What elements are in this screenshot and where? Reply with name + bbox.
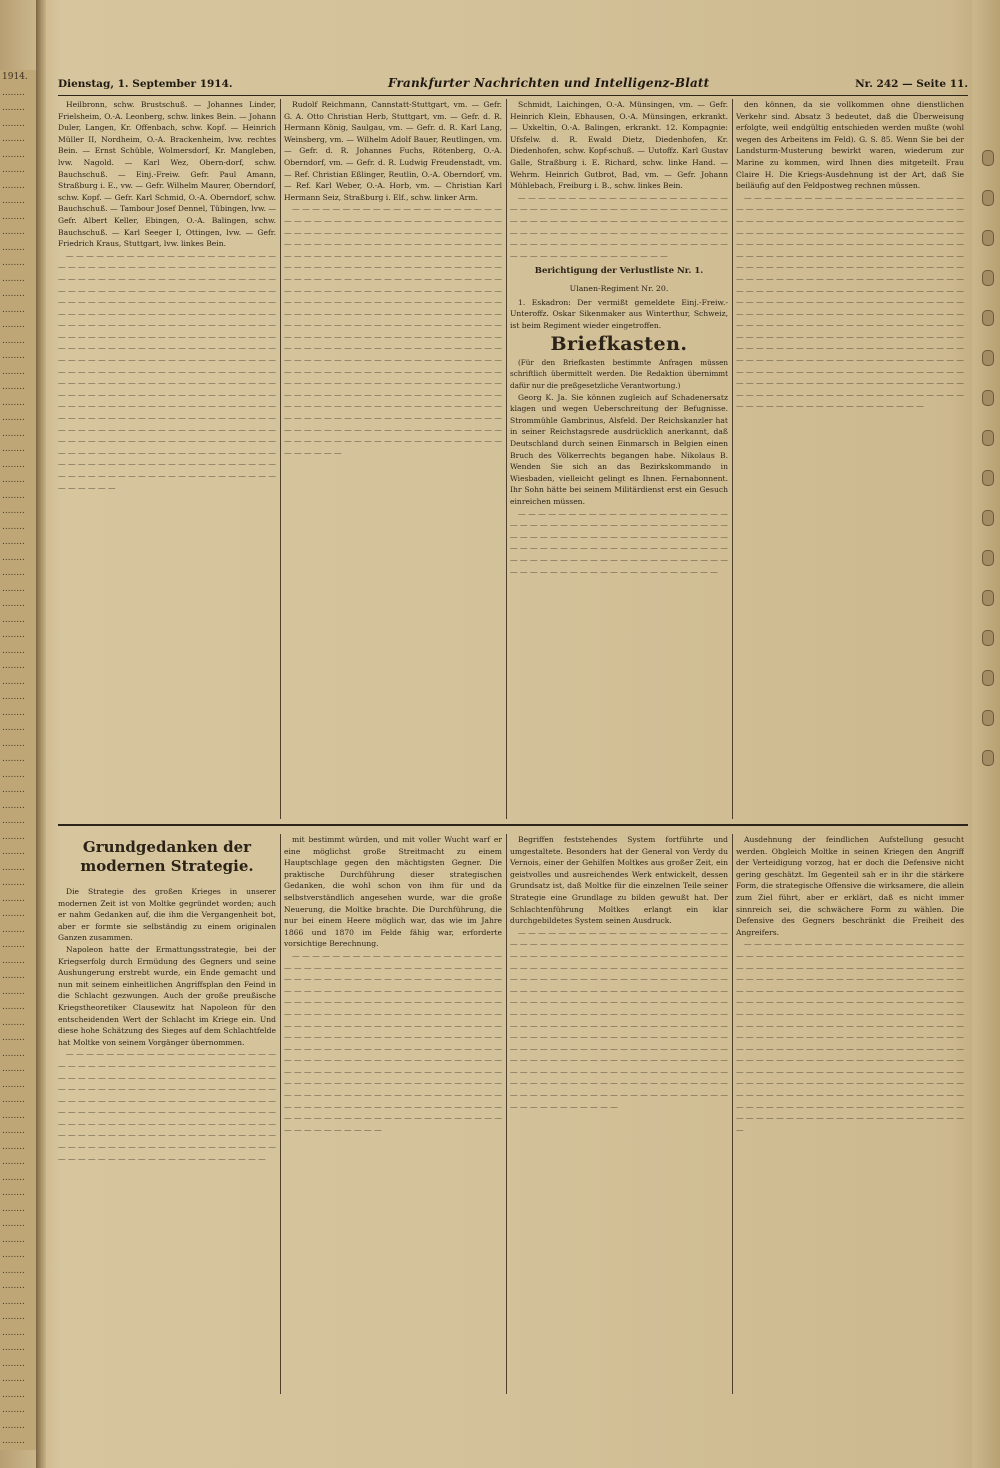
header-date: Dienstag, 1. September 1914. xyxy=(58,78,233,90)
page-right-edge xyxy=(972,0,1000,1468)
briefkasten-text: Georg K. Ja. Sie können zugleich auf Schadenersatz klagen und wegen Ueberschreitung der Befugnisse. Strommühle Gambrinus, Alsfeld. Der Reichskanzler hat in seiner Reichstagsrede ausdrücklich anerkannt, daß Deutschland durch seinen Einmarsch in Belgien einen Bruch des Völkerrechts begangen habe. Nikolaus B. Wenden Sie sich an das Bezirkskommando in Wiesbaden, vielleicht gelingt es Ihnen. Fernabonnent. Ihr Sohn hätte bei seinem Militärdienst erst ein Gesuch einreichen müssen. xyxy=(510,392,728,506)
essay-text-1-cont: — — — — — — — — — — — — — — — — — — — — — — — — — — — — — — — — — — — — — — — — — — — — — — — — — — — — — — — — — — — — — — — — — — — — — — — — — — — — — — — — — — — — — — — — — — — — — — — — — — — — — — — — — — — — — — — — — — — — — — — — — — — — — — — — — — — — — — — — — — — — — — — — — — — — — — — — — — — — — — — — — — — — — — — — — — — — — — — — — — — — — — — — — — — — — — — — — — — — — — — — — — — — — — — — — — — — — — — — — — xyxy=(58,1049,276,1163)
header-rule xyxy=(58,95,968,96)
briefkasten-note: (Für den Briefkasten bestimmte Anfragen müssen schriftlich übermittelt werden. Die Redaktion übernimmt dafür nur die preßgesetzliche Verantwortung.) xyxy=(510,357,728,391)
casualty-text-3-cont: — — — — — — — — — — — — — — — — — — — — — — — — — — — — — — — — — — — — — — — — — — — — — — — — — — — — — — — — — — — — — — — — — — — — — — — — — — — — — — — — — — — — — — — — — — — — — — — — — — — — — — — — — — — — — — — — — — — — — — — — — — — — — xyxy=(510,192,728,260)
essay-text-3-cont: — — — — — — — — — — — — — — — — — — — — — — — — — — — — — — — — — — — — — — — — — — — — — — — — — — — — — — — — — — — — — — — — — — — — — — — — — — — — — — — — — — — — — — — — — — — — — — — — — — — — — — — — — — — — — — — — — — — — — — — — — — — — — — — — — — — — — — — — — — — — — — — — — — — — — — — — — — — — — — — — — — — — — — — — — — — — — — — — — — — — — — — — — — — — — — — — — — — — — — — — — — — — — — — — — — — — — — — — — — — — — — — — — — — — — — — — — — — — — — — — — — — — — — — — — — — — — — — — — — — — — — — — — — — — — — — — — — — — — — — — — — — — — — — — — — — — — — — — — — — — — — — — — — — — — — — — — — — — — — — — — — — — — — — — — — — — — — — — — — — — xyxy=(510,927,728,1111)
casualty-column-1 xyxy=(58,99,276,819)
essay-title xyxy=(58,838,276,876)
column-divider xyxy=(732,834,733,1394)
briefkasten-text-4: den können, da sie vollkommen ohne dienstlichen Verkehr sind. Absatz 3 bedeutet, daß die Überweisung erfolgte, weil endgültig entschieden werden mußte (wohl wegen des Arbeitens im Feld). G. S. 85. Wenn Sie bei der Landsturm-Musterung bewirkt waren, wiederum zur Marine zu kommen, wird Ihnen dies mitgeteilt. Frau Claire H. Die Kriegs-Ausdehnung ist der Art, daß Sie beiläufig auf den Feldpostweg rechnen müssen. xyxy=(736,100,964,191)
casualty-column-2 xyxy=(284,99,502,819)
essay-text-4-cont: — — — — — — — — — — — — — — — — — — — — — — — — — — — — — — — — — — — — — — — — — — — — — — — — — — — — — — — — — — — — — — — — — — — — — — — — — — — — — — — — — — — — — — — — — — — — — — — — — — — — — — — — — — — — — — — — — — — — — — — — — — — — — — — — — — — — — — — — — — — — — — — — — — — — — — — — — — — — — — — — — — — — — — — — — — — — — — — — — — — — — — — — — — — — — — — — — — — — — — — — — — — — — — — — — — — — — — — — — — — — — — — — — — — — — — — — — — — — — — — — — — — — — — — — — — — — — — — — — — — — — — — — — — — — — — — — — — — — — — — — — — — — — — — — — — — — — — — — — — — — — — — — — — — — — — — — — — — — — — — — — — — — — — — — — — — — — — — — — — — — — — — — — — — — — — — — — — — — — — — — — — — — — — — — xyxy=(736,939,964,1134)
essay-text-2: mit bestimmt würden, und mit voller Wucht warf er eine möglichst große Streitmacht zu einem Hauptschlage gegen den mächtigsten Gegner. Die praktische Durchführung dieser strategischen Gedanken, die wohl schon von ihm für und da selbstverständlich angesehen wurde, war die große Neuerung, die Moltke brachte. Die Durchführung, die nur bei einem Heere möglich war, das wie im Jahre 1866 und 1870 im Felde fähig war, erforderte vorsichtige Berechnung. xyxy=(284,835,502,949)
essay-column-2 xyxy=(284,834,502,1394)
page-header xyxy=(58,76,968,94)
header-page-number: Nr. 242 — Seite 11. xyxy=(855,78,968,90)
binding-hole xyxy=(982,270,994,286)
casualty-text-1-cont: — — — — — — — — — — — — — — — — — — — — — — — — — — — — — — — — — — — — — — — — — — — — — — — — — — — — — — — — — — — — — — — — — — — — — — — — — — — — — — — — — — — — — — — — — — — — — — — — — — — — — — — — — — — — — — — — — — — — — — — — — — — — — — — — — — — — — — — — — — — — — — — — — — — — — — — — — — — — — — — — — — — — — — — — — — — — — — — — — — — — — — — — — — — — — — — — — — — — — — — — — — — — — — — — — — — — — — — — — — — — — — — — — — — — — — — — — — — — — — — — — — — — — — — — — — — — — — — — — — — — — — — — — — — — — — — — — — — — — — — — — — — — — — — — — — — — — — — — — — — — — — — — — — — — — — — — — — — — — — — — — — — — — — — — — — — — — — — — — — — — — — — — — — — — — — — — — — — — — — — — — — — — — — — — — — — — — — — — — — — — — — — — — — — — — — — — — — — — — — — — — — — — — — — — — — — — — — — — — — — — — — — — — — — — — — — — — — — — — — — — — — — — — xyxy=(58,250,276,492)
binding-hole xyxy=(982,750,994,766)
casualty-text-3: Schmidt, Laichingen, O.-A. Münsingen, vm. — Gefr. Heinrich Klein, Ebhausen, O.-A. Münsingen, erkrankt. — Uxkeltin, O.-A. Balingen, erkrankt. 12. Kompagnie: Ufsfelw. d. R. Ewald Dietz, Diedenhofen, Kr. Diedenhofen, schw. Kopf-schuß. — Uutoffz. Karl Gustav Galle, Straßburg i. E. Richard, schw. linke Hand. — Wehrm. Heinrich Gutbrot, Bad, vm. — Gefr. Johann Mühlebach, Freiburg i. B., schw. linkes Bein. xyxy=(510,100,728,191)
essay-text-4: Ausdehnung der feindlichen Aufstellung gesucht werden. Obgleich Moltke in seinen Kriegen den Angriff der Verteidigung vorzog, hat er doch die Defensive nicht gering geschätzt. Im Gegenteil sah er in ihr die stärkere Form, die strategische Offensive die wirksamere, die allein zum Ziel führt, aber er erklärt, daß es nicht immer sinnreich sei, die schwächere Form zu wählen. Die Defensive des Gegners beschränkt die Freiheit des Angreifers. xyxy=(736,835,964,937)
binding-hole xyxy=(982,590,994,606)
column-divider xyxy=(280,834,281,1394)
column-divider xyxy=(280,99,281,819)
essay-column-4 xyxy=(736,834,964,1394)
essay-text-2-cont: — — — — — — — — — — — — — — — — — — — — — — — — — — — — — — — — — — — — — — — — — — — — — — — — — — — — — — — — — — — — — — — — — — — — — — — — — — — — — — — — — — — — — — — — — — — — — — — — — — — — — — — — — — — — — — — — — — — — — — — — — — — — — — — — — — — — — — — — — — — — — — — — — — — — — — — — — — — — — — — — — — — — — — — — — — — — — — — — — — — — — — — — — — — — — — — — — — — — — — — — — — — — — — — — — — — — — — — — — — — — — — — — — — — — — — — — — — — — — — — — — — — — — — — — — — — — — — — — — — — — — — — — — — — — — — — — — — — — — — — — — — — — — — — — — — — — — — — — — — — — — — — — — — — — — — — — — — — — — — — — — — — — — — — — — — — — — — — — — — — xyxy=(284,950,502,1134)
binding-hole xyxy=(982,230,994,246)
newspaper-page xyxy=(46,0,972,1468)
binding-hole xyxy=(982,510,994,526)
binding-hole xyxy=(982,550,994,566)
section-rule xyxy=(58,824,968,826)
binding-hole xyxy=(982,710,994,726)
correction-text: 1. Eskadron: Der vermißt gemeldete Einj.-Freiw.-Unteroffz. Oskar Sikenmaker aus Winterthur, Schweiz, ist beim Regiment wieder eingetroffen. xyxy=(510,297,728,330)
binding-hole xyxy=(982,390,994,406)
briefkasten-text-cont: — — — — — — — — — — — — — — — — — — — — — — — — — — — — — — — — — — — — — — — — — — — — — — — — — — — — — — — — — — — — — — — — — — — — — — — — — — — — — — — — — — — — — — — — — — — — — — — — — — — — — — — — — — — — — — — — — — — — — — — — — — — — — — — — — — xyxy=(510,508,728,576)
page-gutter xyxy=(36,0,46,1468)
essay-intro: Die Strategie des großen Krieges in unserer modernen Zeit ist von Moltke gegründet worden; auch er nahm Gedanken auf, die ihm die Vergangenheit bot, aber er formte sie selbständig zu einem originalen Ganzen zusammen. xyxy=(58,887,276,943)
binding-hole xyxy=(982,190,994,206)
column-divider xyxy=(506,834,507,1394)
essay-column-3 xyxy=(510,834,728,1394)
previous-page-edge xyxy=(0,70,38,1450)
binding-hole xyxy=(982,350,994,366)
binding-hole xyxy=(982,150,994,166)
column-divider xyxy=(506,99,507,819)
essay-column-1 xyxy=(58,834,276,1394)
casualty-text-2: Rudolf Reichmann, Cannstatt-Stuttgart, vm. — Gefr. G. A. Otto Christian Herb, Stuttgart, vm. — Gefr. d. R. Hermann König, Saulgau, vm. — Gefr. d. R. Karl Lang, Weinsberg, vm. — Wilhelm Adolf Bauer, Reutlingen, vm. — Gefr. d. R. Johannes Fuchs, Rötenberg, O.-A. Oberndorf, vm. — Gefr. d. R. Ludwig Freudenstadt, vm. — Ref. Christian Eßlinger, Reutlin, O.-A. Oberndorf, vm. — Ref. Karl Weber, O.-A. Horb, vm. — Christian Karl Hermann Seiz, Straßburg i. Elf., schw. linker Arm. xyxy=(284,100,502,202)
binding-hole xyxy=(982,630,994,646)
essay-title-line-2: modernen Strategie. xyxy=(80,857,254,875)
binding-hole xyxy=(982,310,994,326)
binding-hole xyxy=(982,430,994,446)
casualty-column-3 xyxy=(510,99,728,819)
briefkasten-title: Briefkasten. xyxy=(550,333,688,356)
previous-page-text: ........ ........ ........ ........ ........ ........ ........ ........ ........ ........ ........ ........ ........ ........ ........ ........ ........ ........ ........ ........ ........ ........ ........ ........ ........ ........ ........ ........ ........ ........ ........ ........ ........ ........ ........ ........ ........ ........ ........ ........ ........ ........ ........ ........ ........ ........ ........ ........ ........ ........ ........ ........ ........ ........ ........ ........ ........ ........ ........ ........ ........ ........ ........ ........ ........ ........ ........ ........ ........ ........ ........ ........ ........ ........ ........ ........ ........ ........ ........ ........ ........ ........ ........ ........ ........ ........ ........ ........ xyxy=(2,87,25,1446)
column-divider xyxy=(732,99,733,819)
briefkasten-text-4-cont: — — — — — — — — — — — — — — — — — — — — — — — — — — — — — — — — — — — — — — — — — — — — — — — — — — — — — — — — — — — — — — — — — — — — — — — — — — — — — — — — — — — — — — — — — — — — — — — — — — — — — — — — — — — — — — — — — — — — — — — — — — — — — — — — — — — — — — — — — — — — — — — — — — — — — — — — — — — — — — — — — — — — — — — — — — — — — — — — — — — — — — — — — — — — — — — — — — — — — — — — — — — — — — — — — — — — — — — — — — — — — — — — — — — — — — — — — — — — — — — — — — — — — — — — — — — — — — — — — — — — — — — — — — — — — — — — — — — — — — — — — — — — — — — — — — — — — — — — — — — — — — — — — — — — — — — — — — — — — — — — — — — — — — — — — — — — — — — — — — — — — — — — — — — — — — — — — — — — — — — — — — — — — — — — — — — — — — — — — — — — — — — — — — — — — — — — — — — — — — — — — — — — — — — — — — — — — — — — — — — — — — — — — — — — — — — — xyxy=(736,192,964,411)
correction-heading: Berichtigung der Verlustliste Nr. 1. xyxy=(534,266,704,277)
essay-text-3: Begriffen feststehendes System fortführte und umgestaltete. Besonders hat der General von Verdy du Vernois, einer der Gehilfen Moltkes aus großer Zeit, ein geistvolles und ausreichendes Werk entwickelt, dessen Grundsatz ist, daß Moltke für die einzelnen Teile seiner Strategie eine Grundlage zu bilden gewußt hat. Der Schlachtenführung Moltkes erlangt ein klar durchgebildetes System seinen Ausdruck. xyxy=(510,835,728,926)
essay-title-line-1: Grundgedanken der xyxy=(82,838,252,856)
header-masthead: Frankfurter Nachrichten und Intelligenz-Blatt xyxy=(388,76,710,90)
correction-subheading: Ulanen-Regiment Nr. 20. xyxy=(569,283,669,293)
casualty-text-1: Heilbronn, schw. Brustschuß. — Johannes Linder, Frielsheim, O.-A. Leonberg, schw. linkes Bein. — Johann Duler, Langen, Kr. Offenbach, schw. Kopf. — Heinrich Müller II, Nordheim, O.-A. Brackenheim, lvw. rechtes Bein. — Ernst Schüble, Wolmersdorf, Kr. Mangleben, lvw. Nagold. — Karl Wez, Obern-dorf, schw. Bauchschuß. — Einj.-Freiw. Gefr. Paul Amann, Straßburg i. E., vw. — Gefr. Wilhelm Maurer, Oberndorf, schw. Kopf. — Gefr. Karl Schmid, O.-A. Oberndorf, schw. Bauchschuß. — Tambour Josef Dennel, Tübingen, lvw. — Gefr. Albert Keller, Ebingen, O.-A. Balingen, schw. Bauchschuß. — Karl Seeger I, Ottingen, lvw. — Gefr. Friedrich Kraus, Stuttgart, lvw. linkes Bein. xyxy=(58,100,276,249)
briefkasten-column-4 xyxy=(736,99,964,819)
binding-hole xyxy=(982,470,994,486)
previous-page-year: 1914. xyxy=(2,72,28,82)
binding-hole xyxy=(982,670,994,686)
casualty-text-2-cont: — — — — — — — — — — — — — — — — — — — — — — — — — — — — — — — — — — — — — — — — — — — — — — — — — — — — — — — — — — — — — — — — — — — — — — — — — — — — — — — — — — — — — — — — — — — — — — — — — — — — — — — — — — — — — — — — — — — — — — — — — — — — — — — — — — — — — — — — — — — — — — — — — — — — — — — — — — — — — — — — — — — — — — — — — — — — — — — — — — — — — — — — — — — — — — — — — — — — — — — — — — — — — — — — — — — — — — — — — — — — — — — — — — — — — — — — — — — — — — — — — — — — — — — — — — — — — — — — — — — — — — — — — — — — — — — — — — — — — — — — — — — — — — — — — — — — — — — — — — — — — — — — — — — — — — — — — — — — — — — — — — — — — — — — — — — — — — — — — — — — — — — — — — — — — — — — — — — — — — — — — — — — — — — — — — — — — — — — — — — — — — — — — — — — — — — — — — — — — — — — — — — — — — — — — — — — — — — — — — — — — — — — — — — — — — — — — — — — — — — — — — — — — — — — — — — — — — — — — — — — — — — — — — — xyxy=(284,204,502,457)
essay-text-1: Napoleon hatte der Ermattungsstrategie, bei der Kriegserfolg durch Ermüdung des Gegners und seine Aushungerung erstrebt wurde, ein Ende gemacht und nun mit seinem einheitlichen Angriffsplan den Feind in die Schlacht gezwungen. Auch der große preußische Kriegstheoretiker Clausewitz hat Napoleon für den entscheidenden Wert der Schlacht im Kriege ein. Und diese hohe Schätzung des Sieges auf dem Schlachtfelde hat Moltke von seinem Vorgänger übernommen. xyxy=(58,944,276,1047)
